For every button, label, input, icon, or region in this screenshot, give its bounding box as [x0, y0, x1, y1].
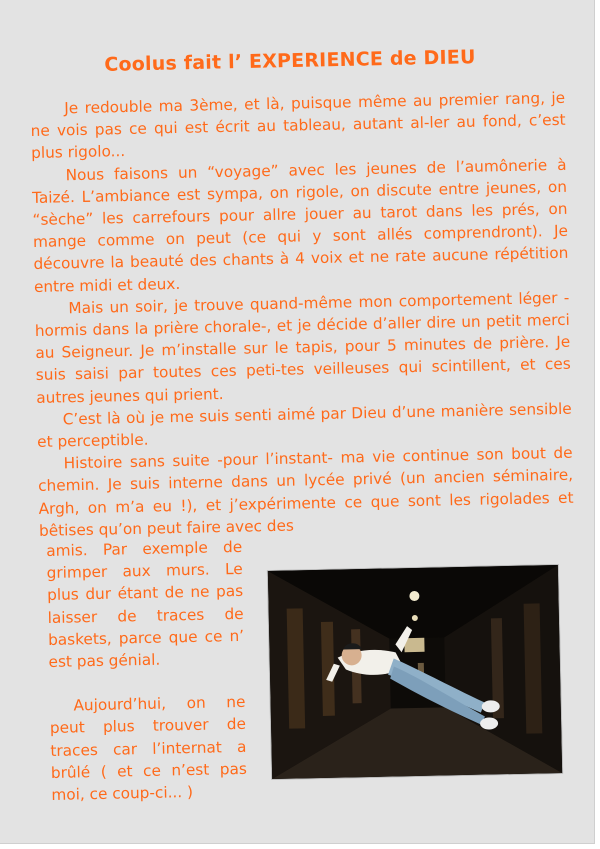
photo-wall-climbing [268, 565, 562, 779]
paragraph-1: Je redouble ma 3ème, et là, puisque même au premier rang, je ne vois pas ce qui est écrit au tableau, autant al-ler au fond, c’est plus rigolo... [30, 88, 566, 163]
paragraph-6: Aujourd’hui, on ne peut plus trouver de traces car l’internat a brûlé ( et ce n’est pas moi, ce coup-ci... ) [49, 693, 248, 804]
paragraph-5-continued: amis. Par exemple de grimper aux murs. Le plus dur étant de ne pas laisser de traces de baskets, parce que ce n’ est pas génial. [46, 537, 245, 671]
paragraph-2: Nous faisons un “voyage” avec les jeunes de l’aumônerie à Taizé. L’ambiance est sympa, on rigole, on discute entre jeunes, on “sèche” les carrefours pour allre jouer au tarot dans les prés, on mange comme on peut (ce qui y sont allés comprendront). Je découvre la beauté des chants à 4 voix et ne rate aucune répétition entre midi et deux. [31, 155, 569, 296]
paragraph-4: C’est là où je me suis senti aimé par Dieu d’une manière sensible et perceptible. [37, 399, 572, 451]
paragraph-5: Histoire sans suite -pour l’instant- ma vie continue son bout de chemin. Je suis interne dans un lycée privé (un ancien séminaire, Argh, on m’a eu !), et j’expérimente ce que sont les rigolades et bêtises qu’on peut faire avec des [37, 443, 574, 540]
side-column-text [46, 536, 248, 806]
paragraph-3: Mais un soir, je trouve quand-même mon comportement léger -hormis dans la prière chorale-, et je décide d’aller dire un petit merci au Seigneur. Je m’installe sur le tapis, pour 5 minutes de prière. Je suis saisi par toutes ces peti-tes veilleuses qui scintillent, et ces autres jeunes qui prient. [34, 288, 571, 407]
photo-illustration [268, 565, 562, 779]
page-title: Coolus fait l’ EXPERIENCE de DIEU [104, 46, 476, 76]
article-body [30, 87, 574, 542]
